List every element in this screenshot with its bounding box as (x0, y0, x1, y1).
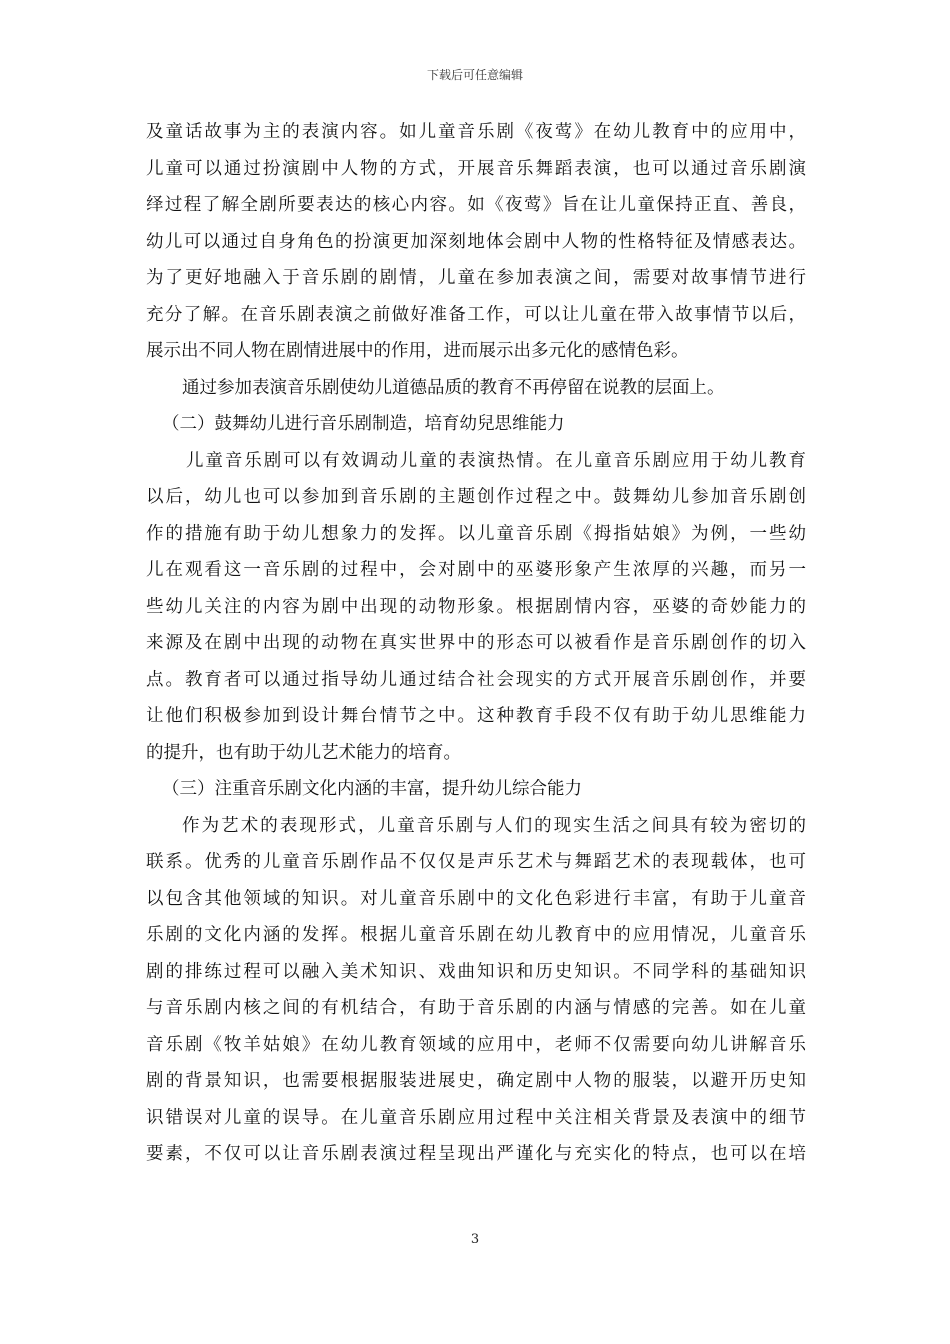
text-line: 以后，幼儿也可以参加到音乐剧的主题创作过程之中。鼓舞幼儿参加音乐剧创 (146, 487, 806, 507)
text-line: 为了更好地融入于音乐剧的剧情，儿童在参加表演之间，需要对故事情节进行 (146, 268, 806, 288)
text-line: 绎过程了解全剧所要表达的核心内容。如《夜莺》旨在让儿童保持正直、善良， (146, 195, 806, 215)
text-line: 儿童可以通过扮演剧中人物的方式，开展音乐舞蹈表演，也可以通过音乐剧演 (146, 158, 806, 179)
page-header: 下载后可任意编辑 (426, 68, 523, 82)
text-line: 点。教育者可以通过指导幼儿通过结合社会现实的方式开展音乐剧创作，并要 (146, 669, 806, 690)
paragraph-line: 通过参加表演音乐剧使幼儿道德品质的教育不再停留在说教的层面上。 (182, 377, 725, 398)
text-line: 要素，不仅可以让音乐剧表演过程呈现出严谨化与充实化的特点，也可以在培 (146, 1144, 806, 1164)
section-heading: （三）注重音乐剧文化内涵的丰富，提升幼儿综合能力 (162, 779, 582, 799)
text-line: 联系。优秀的儿童音乐剧作品不仅仅是声乐艺术与舞蹈艺术的表现载体，也可 (146, 852, 806, 872)
text-line: 来源及在剧中出现的动物在真实世界中的形态可以被看作是音乐剧创作的切入 (146, 633, 806, 653)
paragraph-line: 作为艺术的表现形式，儿童音乐剧与人们的现实生活之间具有较为密切的 (182, 815, 806, 836)
text-line: 剧的背景知识，也需要根据服装进展史，确定剧中人物的服装，以避开历史知 (146, 1071, 806, 1091)
section-heading: （二）鼓舞幼儿进行音乐剧制造，培育幼兒思维能力 (162, 414, 565, 434)
text-line: 音乐剧《牧羊姑娘》在幼儿教育领域的应用中，老师不仅需要向幼儿讲解音乐 (146, 1034, 806, 1055)
text-line: 儿在观看这一音乐剧的过程中，会对剧中的巫婆形象产生浓厚的兴趣，而另一 (146, 560, 806, 580)
body-text (146, 114, 806, 1173)
page-number: 3 (470, 1232, 480, 1247)
text-line: 剧的排练过程可以融入美术知识、戏曲知识和历史知识。不同学科的基础知识 (146, 961, 806, 982)
text-line: 展示出不同人物在剧情进展中的作用，进而展示出多元化的感情色彩。 (146, 341, 689, 361)
text-line: 幼儿可以通过自身角色的扮演更加深刻地体会剧中人物的性格特征及情感表达。 (146, 231, 806, 252)
text-line: 以包含其他领域的知识。对儿童音乐剧中的文化色彩进行丰富，有助于儿童音 (146, 888, 806, 909)
paragraph-line: 儿童音乐剧可以有效调动儿童的表演热情。在儿童音乐剧应用于幼儿教育 (186, 450, 806, 471)
text-line: 及童话故事为主的表演内容。如儿童音乐剧《夜莺》在幼儿教育中的应用中， (146, 122, 806, 142)
text-line: 乐剧的文化内涵的发挥。根据儿童音乐剧在幼儿教育中的应用情况，儿童音乐 (146, 925, 806, 945)
text-line: 充分了解。在音乐剧表演之前做好准备工作，可以让儿童在带入故事情节以后， (146, 304, 806, 325)
text-line: 识错误对儿童的误导。在儿童音乐剧应用过程中关注相关背景及表演中的细节 (146, 1107, 806, 1128)
text-line: 作的措施有助于幼儿想象力的发挥。以儿童音乐剧《拇指姑娘》为例，一些幼 (146, 523, 806, 544)
text-line: 些幼儿关注的内容为剧中出现的动物形象。根据剧情内容，巫婆的奇妙能力的 (146, 596, 806, 617)
text-line: 让他们积极参加到设计舞台情节之中。这种教育手段不仅有助于幼儿思维能力 (146, 706, 806, 726)
text-line: 与音乐剧内核之间的有机结合，有助于音乐剧的内涵与情感的完善。如在儿童 (146, 998, 806, 1018)
text-line: 的提升，也有助于幼儿艺术能力的培育。 (146, 742, 461, 763)
